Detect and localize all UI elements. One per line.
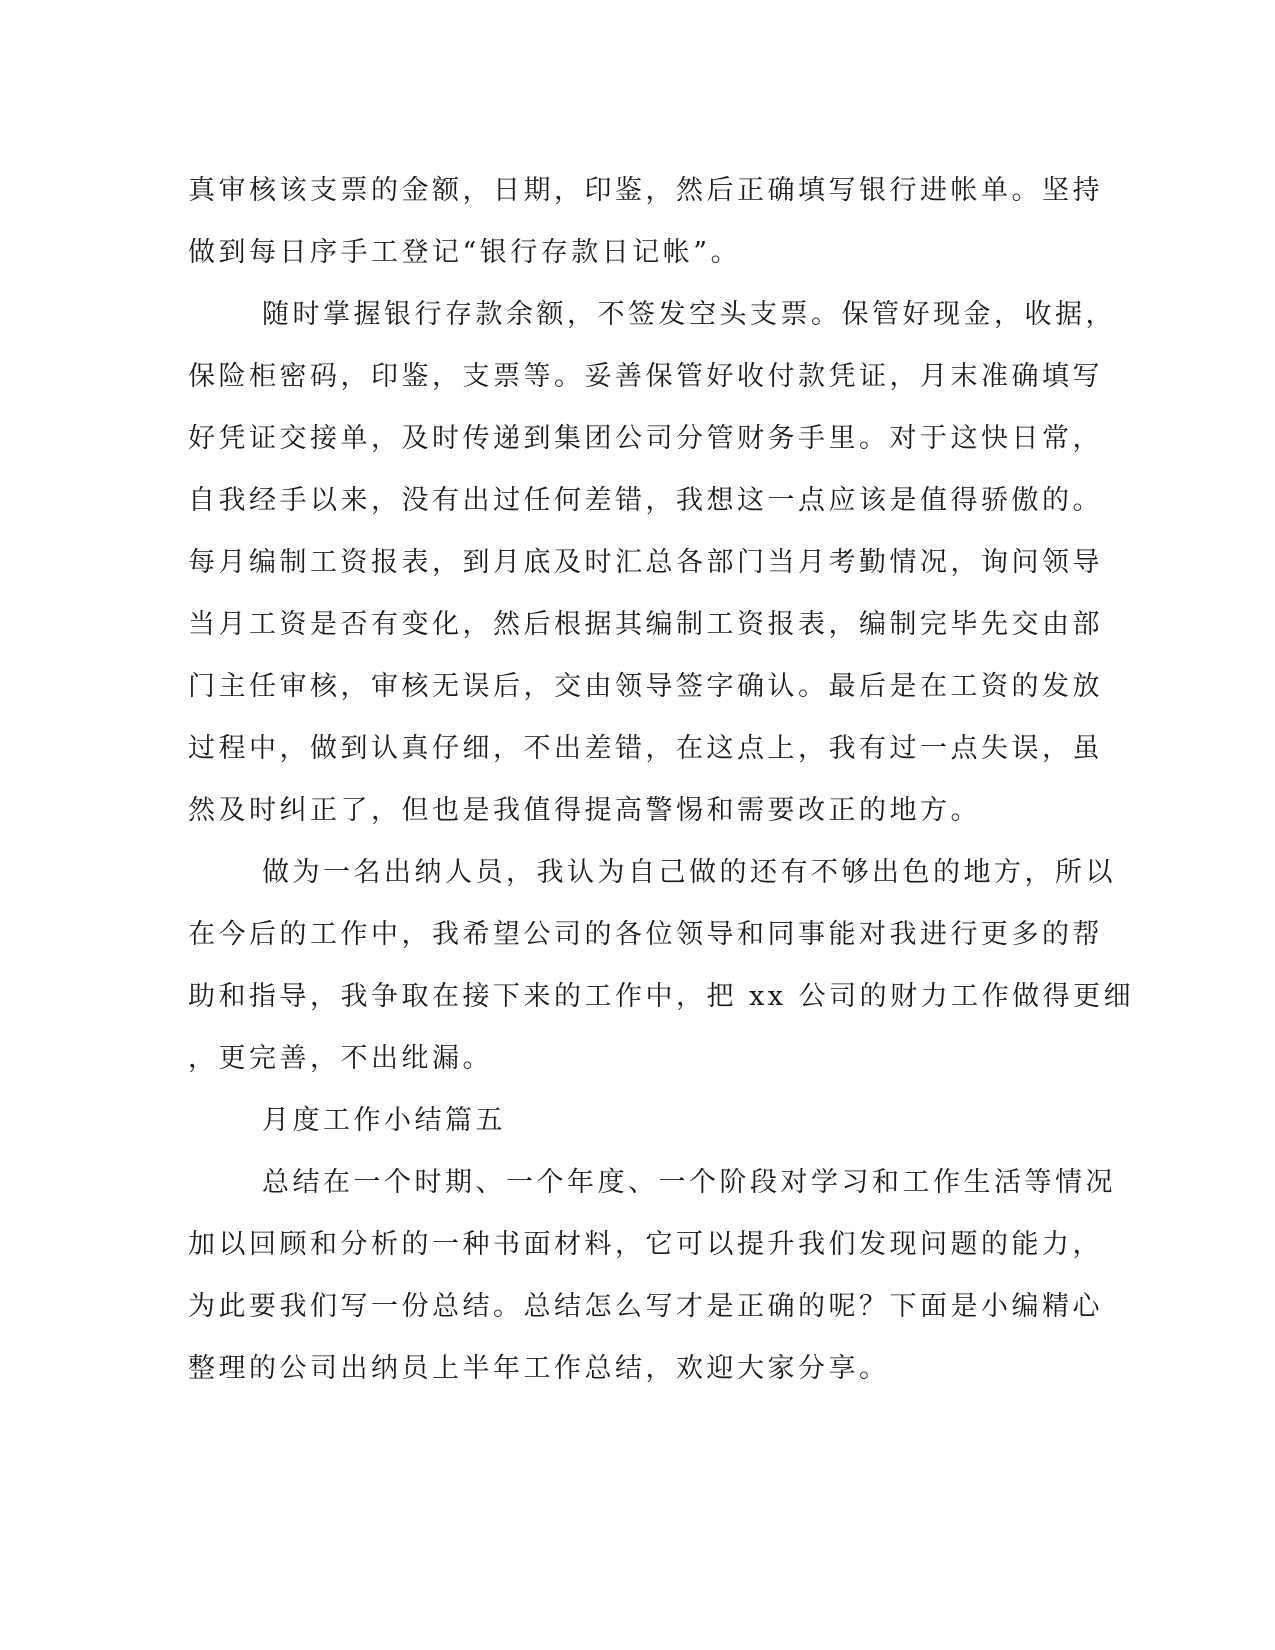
text-line: 加以回顾和分析的一种书面材料，它可以提升我们发现问题的能力， [188, 1229, 1103, 1260]
text-line: 每月编制工资报表，到月底及时汇总各部门当月考勤情况，询问领导 [188, 547, 1103, 578]
text-line: 好凭证交接单，及时传递到集团公司分管财务手里。对于这快日常， [188, 423, 1103, 454]
text-line: 门主任审核，审核无误后，交由领导签字确认。最后是在工资的发放 [188, 671, 1103, 702]
text-line: 自我经手以来，没有出过任何差错，我想这一点应该是值得骄傲的。 [188, 485, 1103, 516]
text-line: 做到每日序手工登记“银行存款日记帐”。 [188, 237, 742, 268]
document-body [188, 160, 1135, 1400]
text-line: 当月工资是否有变化，然后根据其编制工资报表，编制完毕先交由部 [188, 609, 1103, 640]
paragraph-first-line: 总结在一个时期、一个年度、一个阶段对学习和工作生活等情况 [262, 1167, 1116, 1198]
section-heading: 月度工作小结篇五 [262, 1105, 506, 1136]
paragraph-first-line: 做为一名出纳人员，我认为自己做的还有不够出色的地方，所以 [262, 857, 1116, 888]
text-line: 保险柜密码，印鉴，支票等。妥善保管好收付款凭证，月末准确填写 [188, 361, 1103, 392]
text-line: 助和指导，我争取在接下来的工作中，把 xx 公司的财力工作做得更细 [188, 981, 1135, 1012]
text-line: 过程中，做到认真仔细，不出差错，在这点上，我有过一点失误，虽 [188, 733, 1103, 764]
text-line: 然及时纠正了，但也是我值得提高警惕和需要改正的地方。 [188, 795, 981, 826]
text-line: 在今后的工作中，我希望公司的各位领导和同事能对我进行更多的帮 [188, 919, 1103, 950]
text-line: 真审核该支票的金额，日期，印鉴，然后正确填写银行进帐单。坚持 [188, 175, 1103, 206]
text-line: 整理的公司出纳员上半年工作总结，欢迎大家分享。 [188, 1353, 890, 1384]
text-line: 为此要我们写一份总结。总结怎么写才是正确的呢？下面是小编精心 [188, 1291, 1103, 1322]
paragraph-first-line: 随时掌握银行存款余额，不签发空头支票。保管好现金，收据， [262, 299, 1116, 330]
text-line: ，更完善，不出纰漏。 [188, 1043, 493, 1074]
